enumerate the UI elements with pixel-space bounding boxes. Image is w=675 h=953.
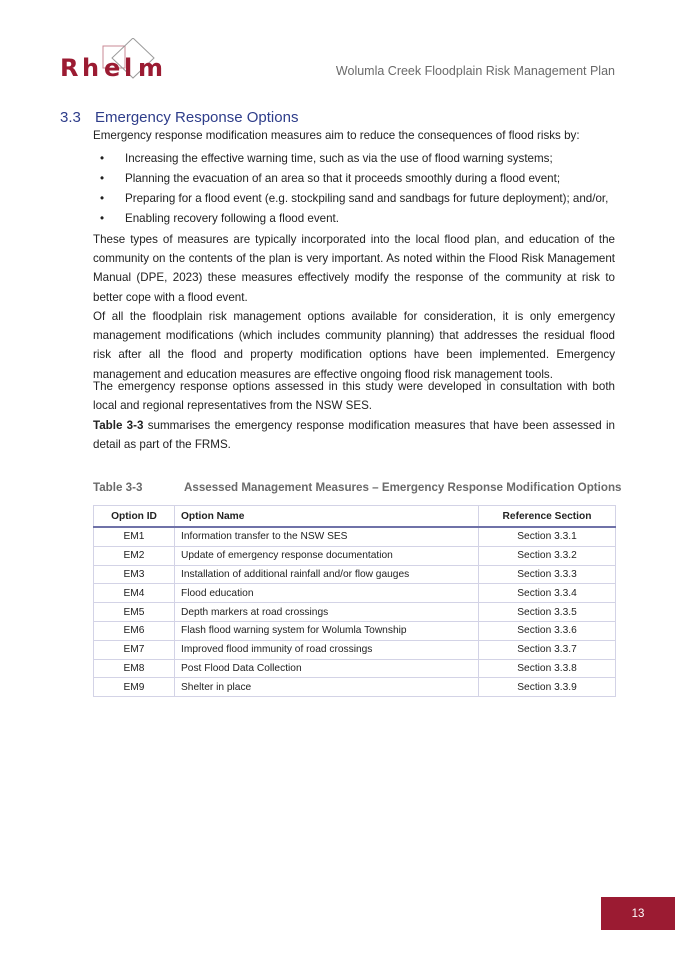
table-reference-paragraph [93, 416, 615, 454]
logo-letter: m [138, 54, 164, 82]
bullet-item: • Increasing the effective warning time, such as via the use of flood warning systems; [93, 149, 623, 169]
option-name-cell: Depth markers at road crossings [175, 603, 479, 622]
option-name-cell: Post Flood Data Collection [175, 659, 479, 678]
option-name-cell: Update of emergency response documentation [175, 546, 479, 565]
option-id-cell: EM8 [94, 659, 175, 678]
option-id-cell: EM1 [94, 527, 175, 546]
reference-section-cell: Section 3.3.4 [479, 584, 616, 603]
table-row [94, 659, 616, 678]
logo-letter: R [60, 54, 79, 82]
paragraph: These types of measures are typically incorporated into the local flood plan, and education of the community on the contents of the plan is very important. As noted within the Flood Risk Management Manual (DPE, 2023) these measures effectively modify the response of the community at risk to better cope with a flood event. [93, 233, 615, 304]
bullet-item: • Preparing for a flood event (e.g. stockpiling sand and sandbags for future deployment); and/or, [93, 189, 623, 209]
column-header-option-id: Option ID [94, 506, 175, 528]
option-name-cell: Improved flood immunity of road crossings [175, 640, 479, 659]
table-row [94, 640, 616, 659]
option-id-cell: EM5 [94, 603, 175, 622]
logo-letter: e [104, 54, 121, 82]
option-id-cell: EM4 [94, 584, 175, 603]
table-row [94, 678, 616, 697]
reference-section-cell: Section 3.3.8 [479, 659, 616, 678]
bullet-item: • Planning the evacuation of an area so that it proceeds smoothly during a flood event; [93, 169, 623, 189]
reference-section-cell: Section 3.3.7 [479, 640, 616, 659]
table-row [94, 584, 616, 603]
reference-section-cell: Section 3.3.2 [479, 546, 616, 565]
option-id-cell: EM3 [94, 565, 175, 584]
document-title: Wolumla Creek Floodplain Risk Management Plan [335, 64, 615, 78]
logo-letter: l [124, 54, 133, 82]
table-header-row [94, 506, 616, 528]
reference-section-cell: Section 3.3.1 [479, 527, 616, 546]
rhelm-logo [60, 38, 180, 83]
option-name-cell: Information transfer to the NSW SES [175, 527, 479, 546]
intro-paragraph: Emergency response modification measures aim to reduce the consequences of flood risks by: [93, 129, 580, 142]
table-caption-title: Assessed Management Measures – Emergency Response Modification Options [184, 481, 622, 494]
column-header-reference-section: Reference Section [479, 506, 616, 528]
option-id-cell: EM9 [94, 678, 175, 697]
section-number: 3.3 [60, 109, 81, 126]
section-heading [60, 109, 298, 126]
paragraph: Of all the floodplain risk management options available for consideration, it is only emergency management modifications (which includes community planning) that addresses the residual flood risk after all the flood and property modification options have been implemented. Emergency management and education measures are effective ongoing flood risk management tools. [93, 310, 615, 381]
table-row [94, 603, 616, 622]
table-reference-link: Table 3-3 [93, 419, 144, 432]
option-id-cell: EM2 [94, 546, 175, 565]
bullet-list [93, 149, 623, 229]
table-caption [93, 481, 621, 494]
option-name-cell: Shelter in place [175, 678, 479, 697]
reference-section-cell: Section 3.3.5 [479, 603, 616, 622]
bullet-item: • Enabling recovery following a flood event. [93, 209, 623, 229]
page-number: 13 [601, 897, 675, 930]
table-row [94, 565, 616, 584]
measures-table [93, 505, 616, 697]
logo-letter: h [82, 54, 100, 82]
table-caption-number: Table 3-3 [93, 481, 143, 494]
logo-wordmark [60, 54, 163, 82]
table-reference-text: summarises the emergency response modification measures that have been assessed in detail as part of the FRMS. [93, 419, 615, 452]
reference-section-cell: Section 3.3.9 [479, 678, 616, 697]
table-row [94, 546, 616, 565]
column-header-option-name: Option Name [175, 506, 479, 528]
table-row [94, 527, 616, 546]
option-name-cell: Flash flood warning system for Wolumla Township [175, 621, 479, 640]
table-row [94, 621, 616, 640]
option-id-cell: EM7 [94, 640, 175, 659]
option-name-cell: Flood education [175, 584, 479, 603]
option-id-cell: EM6 [94, 621, 175, 640]
option-name-cell: Installation of additional rainfall and/or flow gauges [175, 565, 479, 584]
reference-section-cell: Section 3.3.3 [479, 565, 616, 584]
reference-section-cell: Section 3.3.6 [479, 621, 616, 640]
paragraph: The emergency response options assessed in this study were developed in consultation with both local and regional representatives from the NSW SES. [93, 380, 615, 413]
section-title: Emergency Response Options [95, 109, 299, 126]
